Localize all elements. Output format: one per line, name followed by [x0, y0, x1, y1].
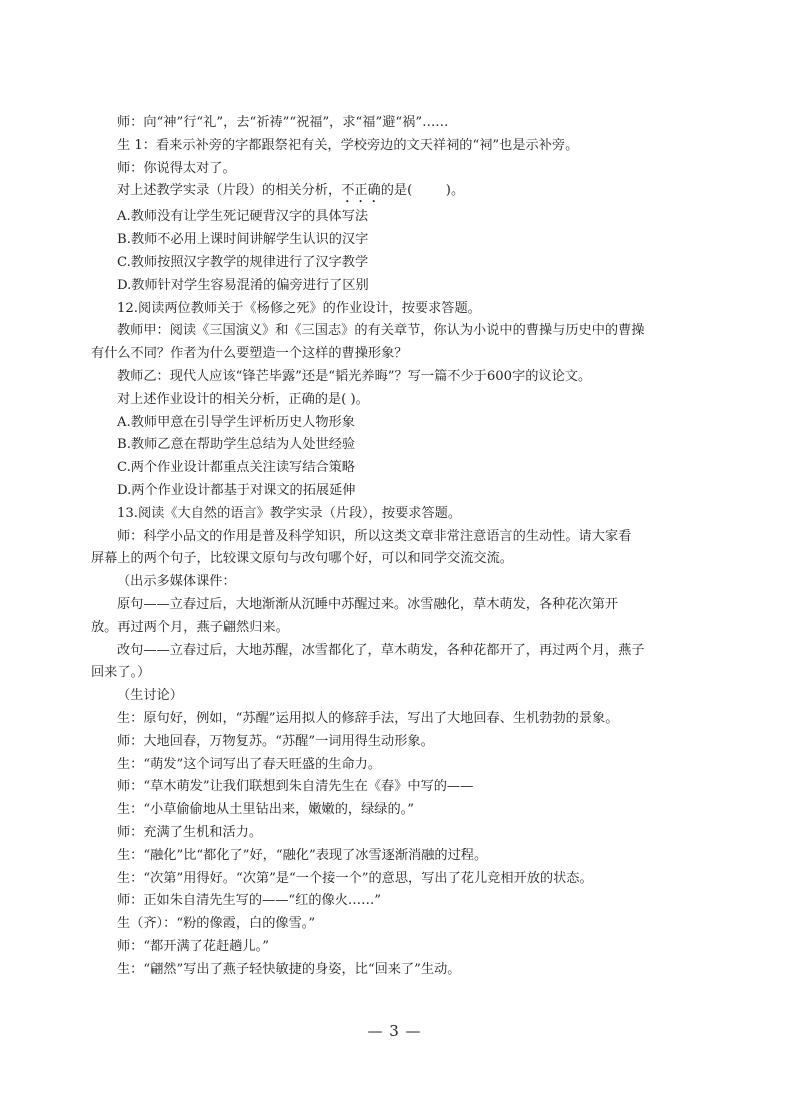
option-d: D.教师针对学生容易混淆的偏旁进行了区别	[117, 277, 369, 293]
option-c: C.两个作业设计都重点关注读写结合策略	[117, 460, 355, 476]
text-line: 生：“次第”用得好。“次第”是“一个接一个”的意思，写出了花儿竞相开放的状态。	[117, 870, 593, 886]
text-line: 师：向“神”行“礼”，去“祈祷”“祝福”，求“福”避“祸”……	[117, 115, 449, 130]
text-line: 教师甲：阅读《三国演义》和《三国志》的有关章节，你认为小说中的曹操与历史中的曹操	[117, 323, 645, 339]
option-a: A.教师没有让学生死记硬背汉字的具体写法	[117, 209, 369, 225]
option-a: A.教师甲意在引导学生评析历史人物形象	[117, 414, 355, 430]
text-line: 有什么不同？作者为什么要塑造一个这样的曹操形象？	[91, 346, 408, 362]
question-13-title: 13.阅读《大自然的语言》教学实录（片段），按要求答题。	[117, 505, 462, 521]
text-line: 原句——立春过后，大地渐渐从沉睡中苏醒过来。冰雪融化，草木萌发，各种花次第开	[117, 596, 619, 612]
text-line: 师：正如朱自清先生写的——“红的像火……”	[117, 893, 382, 909]
text-line: 生：“萌发”这个词写出了春天旺盛的生命力。	[117, 756, 382, 772]
option-b: B.教师乙意在帮助学生总结为人处世经验	[117, 437, 356, 453]
text-line: 生（齐）：“粉的像霞，白的像雪。”	[117, 916, 316, 932]
option-b: B.教师不必用上课时间讲解学生认识的汉字	[117, 232, 369, 248]
question-stem: 对上述作业设计的相关分析，正确的是( )。	[117, 391, 369, 407]
text-line: 生：“翩然”写出了燕子轻快敏捷的身姿，比“回来了”生动。	[117, 961, 461, 977]
text-line: （出示多媒体课件：	[117, 574, 236, 590]
text-line: 生：原句好，例如，“苏醒”运用拟人的修辞手法，写出了大地回春、生机勃勃的景象。	[117, 710, 619, 726]
text-line: 师：你说得太对了。	[117, 160, 236, 176]
question-stem: 对上述教学实录（片段）的相关分析，不正确的是( )。	[117, 183, 465, 199]
text-line: 放。再过两个月，燕子翩然归来。	[91, 619, 289, 635]
text-line: 屏幕上的两个句子，比较课文原句与改句哪个好，可以和同学交流交流。	[91, 551, 513, 567]
emphasized-text: 不正确	[341, 183, 381, 199]
page-number: — 3 —	[367, 1022, 422, 1040]
text-line: （生讨论）	[117, 688, 183, 704]
option-d: D.两个作业设计都基于对课文的拓展延伸	[117, 482, 356, 498]
option-c: C.教师按照汉字教学的规律进行了汉字教学	[117, 254, 369, 270]
text-line: 回来了。）	[91, 665, 151, 681]
text-line: 生：“小草偷偷地从土里钻出来，嫩嫩的，绿绿的。”	[117, 802, 415, 818]
text-line: 改句——立春过后，大地苏醒，冰雪都化了，草木萌发，各种花都开了，再过两个月，燕子	[117, 642, 645, 658]
text-line: 师：充满了生机和活力。	[117, 824, 263, 840]
text-line: 师：“草木萌发”让我们联想到朱自清先生在《春》中写的——	[117, 779, 474, 795]
question-12-title: 12.阅读两位教师关于《杨修之死》的作业设计，按要求答题。	[117, 300, 481, 316]
text-line: 教师乙：现代人应该“锋芒毕露”还是“韬光养晦”？写一篇不少于600字的议论文。	[117, 368, 592, 384]
text-line: 师：“都开满了花赶趟儿。”	[117, 938, 269, 954]
page-body	[91, 112, 677, 981]
text-line: 师：大地回春，万物复苏。“苏醒”一词用得生动形象。	[117, 733, 434, 749]
text-line: 生 1：看来示补旁的字都跟祭祀有关，学校旁边的文天祥祠的“祠”也是示补旁。	[117, 137, 579, 153]
text-line: 生：“融化”比“都化了”好，“融化”表现了冰雪逐渐消融的过程。	[117, 847, 488, 863]
text-line: 师：科学小品文的作用是普及科学知识，所以这类文章非常注意语言的生动性。请大家看	[117, 528, 632, 544]
